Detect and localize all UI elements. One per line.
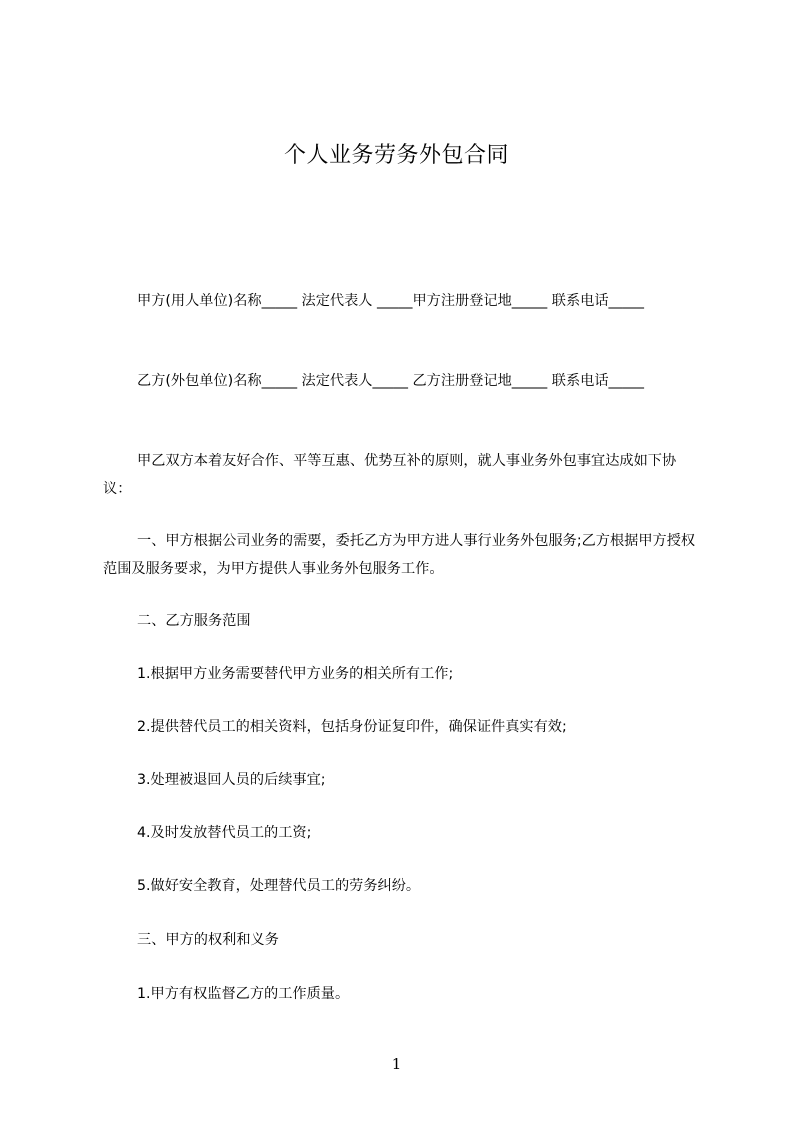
section-2-item-3: 3.处理被退回人员的后续事宜;: [137, 772, 326, 788]
section-3-heading: 三、甲方的权利和义务: [137, 932, 279, 948]
party-a-info: 甲方(用人单位)名称_____ 法定代表人 _____甲方注册登记地_____ 联系电话_____: [137, 293, 644, 309]
document-title: 个人业务劳务外包合同: [283, 143, 509, 168]
section-2-heading: 二、乙方服务范围: [137, 613, 251, 629]
party-b-info: 乙方(外包单位)名称_____ 法定代表人_____ 乙方注册登记地_____ 联系电话_____: [137, 373, 644, 389]
section-2-item-5: 5.做好安全教育，处理替代员工的劳务纠纷。: [137, 878, 421, 894]
page-number: 1: [391, 1055, 402, 1073]
preamble-paragraph: 甲乙双方本着友好合作、平等互惠、优势互补的原则，就人事业务外包事宜达成如下协议：: [103, 453, 677, 497]
section-2-item-1: 1.根据甲方业务需要替代甲方业务的相关所有工作;: [137, 666, 454, 682]
section-2-item-4: 4.及时发放替代员工的工资;: [137, 825, 312, 841]
section-3-item-1: 1.甲方有权监督乙方的工作质量。: [137, 986, 350, 1002]
section-2-item-2: 2.提供替代员工的相关资料，包括身份证复印件，确保证件真实有效;: [137, 719, 567, 735]
clause-1-paragraph: 一、甲方根据公司业务的需要，委托乙方为甲方进人事行业务外包服务;乙方根据甲方授权范围及服务要求，为甲方提供人事业务外包服务工作。: [103, 533, 696, 577]
